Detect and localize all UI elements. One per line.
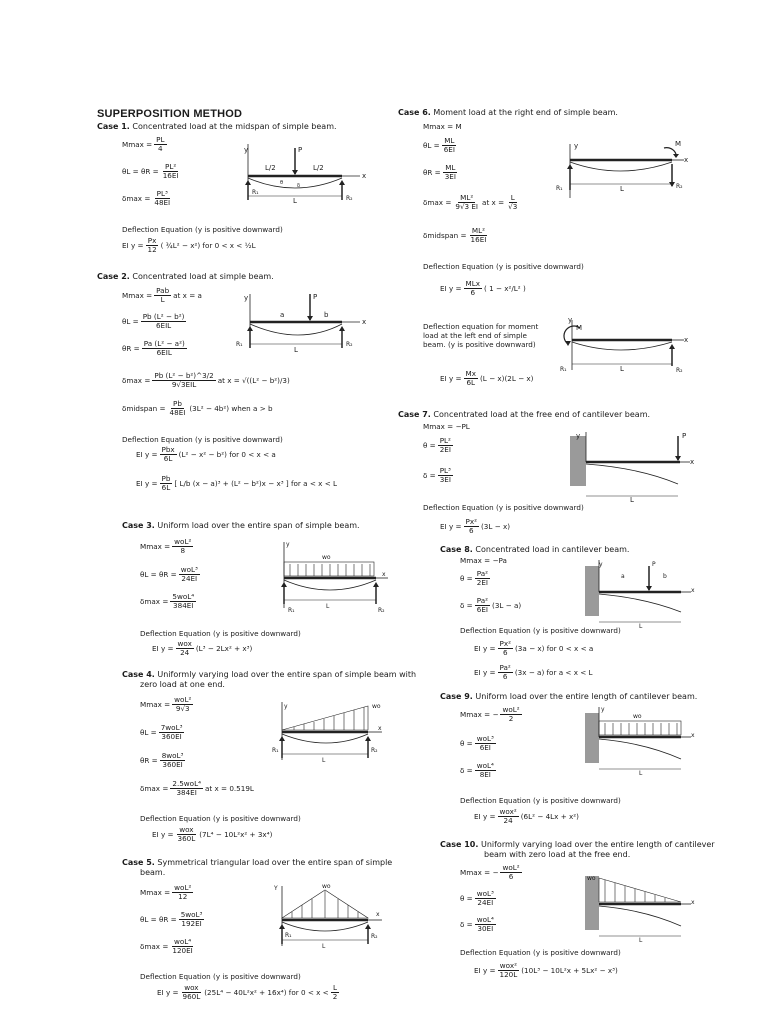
svg-text:R₁: R₁ <box>285 932 292 939</box>
case-10-heading-cont: beam with zero load at the free end. <box>484 850 631 859</box>
case-4-beam-diagram <box>272 700 387 765</box>
case-3-beam-diagram <box>280 540 390 615</box>
svg-text:δ: δ <box>297 183 301 189</box>
svg-text:L: L <box>326 603 330 610</box>
case-7-deflection-eq: EI y = $\frac{\text{Px²}}{6}$ (3L − x) <box>440 517 511 535</box>
svg-text:L: L <box>639 937 643 944</box>
svg-text:x: x <box>691 732 695 739</box>
page-title: SUPERPOSITION METHOD <box>97 108 243 120</box>
case-10-deflection-label: Deflection Equation (y is positive downward) <box>460 948 621 957</box>
case-10-theta: θ = $\frac{\text{woL³}}{24EI}$ <box>460 889 494 907</box>
case-9-mmax: Mmax = − $\frac{\text{woL²}}{2}$ <box>460 705 520 723</box>
case-6-midspan: δmidspan = $\frac{\text{ML²}}{16EI}$ <box>423 226 487 244</box>
case-9-heading: Case 9. Uniform load over the entire length of cantilever beam. <box>440 692 698 701</box>
svg-text:y: y <box>284 703 288 710</box>
svg-text:L: L <box>639 770 643 777</box>
case-6-beam-diagram <box>556 140 690 210</box>
svg-text:P: P <box>313 293 318 301</box>
svg-text:y: y <box>568 316 573 324</box>
svg-text:θ: θ <box>280 180 284 186</box>
case-4-deflection-label: Deflection Equation (y is positive downward) <box>140 814 301 823</box>
case-3-delta: δmax = $\frac{\text{5woL⁴}}{384EI}$ <box>140 592 195 610</box>
svg-text:y: y <box>286 541 290 548</box>
svg-text:R₂: R₂ <box>676 183 683 190</box>
case-5-beam-diagram <box>272 882 387 952</box>
case-2-deflection-label: Deflection Equation (y is positive downward) <box>122 435 283 444</box>
case-6-heading: Case 6. Moment load at the right end of simple beam. <box>398 108 618 117</box>
svg-text:wo: wo <box>322 554 331 561</box>
case-2-heading: Case 2. Concentrated load at simple beam. <box>97 272 274 281</box>
svg-text:R₁: R₁ <box>252 189 259 196</box>
case-4-theta-l: θL = $\frac{\text{7woL³}}{360EI}$ <box>140 723 183 741</box>
svg-text:x: x <box>382 571 386 578</box>
case-5-deflection-label: Deflection Equation (y is positive downward) <box>140 972 301 981</box>
svg-text:P: P <box>652 561 656 568</box>
svg-text:R₁: R₁ <box>272 747 279 754</box>
case-8-theta: θ = $\frac{\text{Pa²}}{2EI}$ <box>460 569 489 587</box>
case-6-deflection-eq: EI y = $\frac{\text{MLx}}{6}$ ( 1 − x²/L² ) <box>440 279 526 297</box>
svg-text:Y: Y <box>274 885 278 892</box>
svg-text:wo: wo <box>587 875 596 882</box>
case-2-mmax: Mmax = $\frac{\text{Pab}}{L}$ at x = a <box>122 286 202 304</box>
svg-text:wo: wo <box>322 883 331 890</box>
svg-text:R₁: R₁ <box>236 341 243 348</box>
svg-text:M: M <box>675 140 682 148</box>
svg-text:R₂: R₂ <box>371 747 378 754</box>
case-3-deflection-eq: EI y = $\frac{\text{wox}}{24}$ (L³ − 2Lx² + x³) <box>152 639 253 657</box>
case-6-theta-l: θL = $\frac{ML}{6EI}$ <box>423 136 455 154</box>
case-6-delta: δmax = $\frac{\text{ML²}}{9√3 EI}$ at x = $\frac{L}{√3}$ <box>423 193 518 211</box>
case-1-beam-diagram <box>240 140 370 210</box>
svg-text:x: x <box>691 587 695 594</box>
case-7-mmax: Mmax = −PL <box>423 422 470 431</box>
case-8-mmax: Mmax = −Pa <box>460 556 507 565</box>
case-2-theta-r: θR = $\frac{\text{Pa (L² − a²)}}{\text{6EIL}}$ <box>122 339 185 357</box>
case-1-mmax: Mmax = $\frac{PL}{4}$ <box>122 135 165 153</box>
svg-text:x: x <box>684 336 689 344</box>
case-2-delta: δmax = $\frac{\text{Pb (L² − b²)\textasciicircum{}3/2}}{\text{9√3EIL}}$ at x = √((L² − b²)/3) <box>122 371 290 389</box>
svg-text:x: x <box>362 172 367 180</box>
svg-text:L: L <box>293 197 297 205</box>
case-7-delta: δ = $\frac{\text{PL³}}{3EI}$ <box>423 466 451 484</box>
svg-text:R₁: R₁ <box>560 366 567 373</box>
svg-text:R₂: R₂ <box>378 607 385 614</box>
case-5-delta: δmax = $\frac{\text{woL⁴}}{120EI}$ <box>140 937 193 955</box>
case-6-left-moment-note: Deflection equation for moment load at the left end of simple beam. (y is positive downward) <box>423 322 539 349</box>
case-5-deflection-eq: EI y = $\frac{\text{wox}}{960L}$ (25L⁴ − 40L²x² + 16x⁴) for 0 < x < $\frac{L}{2}$ <box>157 983 338 1001</box>
case-2-deflection-eq-2: EI y = $\frac{Pb}{6L}$ [ L/b (x − a)³ + (L² − b²)x − x³ ] for a < x < L <box>136 474 338 492</box>
svg-text:L: L <box>322 943 326 950</box>
case-9-beam-diagram <box>585 705 700 775</box>
case-10-delta: δ = $\frac{\text{woL⁴}}{30EI}$ <box>460 915 494 933</box>
svg-text:P: P <box>682 432 687 440</box>
case-8-heading: Case 8. Concentrated load in cantilever beam. <box>440 545 630 554</box>
case-6-mmax: Mmax = M <box>423 122 462 131</box>
svg-text:L: L <box>620 365 624 373</box>
case-8-delta: δ = $\frac{\text{Pa²}}{6EI}$ (3L − a) <box>460 596 522 614</box>
svg-text:R₁: R₁ <box>288 607 295 614</box>
case-2-deflection-eq-1: EI y = $\frac{\text{Pbx}}{6L}$ (L² − x² − b²) for 0 < x < a <box>136 445 276 463</box>
svg-text:x: x <box>684 156 689 164</box>
svg-text:x: x <box>376 911 380 918</box>
svg-text:x: x <box>690 458 695 466</box>
svg-text:R₂: R₂ <box>371 933 378 940</box>
case-9-deflection-label: Deflection Equation (y is positive downward) <box>460 796 621 805</box>
case-9-delta: δ = $\frac{\text{woL⁴}}{8EI}$ <box>460 761 494 779</box>
case-10-beam-diagram <box>585 872 700 942</box>
case-5-theta: θL = θR = $\frac{\text{5woL³}}{192EI}$ <box>140 910 203 928</box>
svg-text:y: y <box>601 706 605 713</box>
case-1-heading: Case 1. Concentrated load at the midspan of simple beam. <box>97 122 337 131</box>
case-8-deflection-eq-2: EI y = $\frac{\text{Pa²}}{6}$ (3x − a) for a < x < L <box>474 663 593 681</box>
svg-text:y: y <box>244 294 249 302</box>
case-4-mmax: Mmax = $\frac{\text{woL²}}{9√3}$ <box>140 695 192 713</box>
svg-text:L: L <box>322 757 326 764</box>
svg-text:a: a <box>621 573 625 580</box>
svg-text:b: b <box>663 573 667 580</box>
svg-text:wo: wo <box>633 713 642 720</box>
case-4-delta: δmax = $\frac{\text{2.5woL⁴}}{384EI}$ at x = 0.519L <box>140 779 254 797</box>
svg-text:M: M <box>576 324 583 332</box>
case-2-midspan: δmidspan = $\frac{Pb}{48EI}$ (3L² − 4b²) when a > b <box>122 399 273 417</box>
case-10-mmax: Mmax = − $\frac{\text{woL²}}{6}$ <box>460 863 520 881</box>
case-3-heading: Case 3. Uniform load over the entire span of simple beam. <box>122 521 360 530</box>
svg-text:x: x <box>691 899 695 906</box>
svg-text:L: L <box>620 185 624 193</box>
svg-text:y: y <box>574 142 579 150</box>
case-2-beam-diagram <box>236 290 370 360</box>
case-6-left-moment-diagram <box>560 318 690 378</box>
case-4-heading: Case 4. Uniformly varying load over the entire span of simple beam with <box>122 670 417 679</box>
svg-text:y: y <box>576 432 581 440</box>
svg-text:L: L <box>294 346 298 354</box>
case-8-deflection-eq-1: EI y = $\frac{\text{Px²}}{6}$ (3a − x) for 0 < x < a <box>474 639 594 657</box>
svg-text:y: y <box>599 561 603 568</box>
svg-text:R₂: R₂ <box>676 367 683 374</box>
case-7-theta: θ = $\frac{\text{PL²}}{2EI}$ <box>423 436 451 454</box>
case-6-theta-r: θR = $\frac{ML}{3EI}$ <box>423 163 456 181</box>
case-5-heading: Case 5. Symmetrical triangular load over the entire span of simple <box>122 858 393 867</box>
svg-text:L: L <box>630 496 634 504</box>
svg-text:R₁: R₁ <box>556 185 563 192</box>
case-8-deflection-label: Deflection Equation (y is positive downward) <box>460 626 621 635</box>
svg-text:R₂: R₂ <box>346 195 353 202</box>
case-8-beam-diagram <box>585 558 700 628</box>
case-5-mmax: Mmax = $\frac{\text{woL²}}{12}$ <box>140 883 192 901</box>
case-7-deflection-label: Deflection Equation (y is positive downward) <box>423 503 584 512</box>
case-7-beam-diagram <box>570 430 700 505</box>
case-1-deflection-label: Deflection Equation (y is positive downward) <box>122 225 283 234</box>
svg-text:x: x <box>378 725 382 732</box>
svg-text:L/2: L/2 <box>313 164 324 172</box>
case-7-heading: Case 7. Concentrated load at the free end of cantilever beam. <box>398 410 651 419</box>
svg-text:x: x <box>362 318 367 326</box>
case-5-heading-cont: beam. <box>140 868 166 877</box>
svg-text:b: b <box>324 311 329 319</box>
case-4-deflection-eq: EI y = $\frac{\text{wox}}{360L}$ (7L⁴ − 10L²x² + 3x⁴) <box>152 825 273 843</box>
case-3-deflection-label: Deflection Equation (y is positive downward) <box>140 629 301 638</box>
case-4-heading-cont: zero load at one end. <box>140 680 225 689</box>
svg-text:a: a <box>280 311 285 319</box>
case-3-mmax: Mmax = $\frac{\text{woL²}}{8}$ <box>140 537 192 555</box>
case-3-theta: θL = θR = $\frac{\text{woL³}}{24EI}$ <box>140 565 198 583</box>
case-2-theta-l: θL = $\frac{\text{Pb (L² − b²)}}{\text{6EIL}}$ <box>122 312 185 330</box>
case-10-heading: Case 10. Uniformly varying load over the entire length of cantilever <box>440 840 715 849</box>
case-1-deflection-eq: EI y = $\frac{Px}{12}$ ( ¾L² − x²) for 0 < x < ½L <box>122 236 256 254</box>
svg-text:wo: wo <box>372 703 381 710</box>
y-axis-label: y <box>244 146 249 154</box>
load-label: P <box>298 146 303 154</box>
case-4-theta-r: θR = $\frac{\text{8woL³}}{360EI}$ <box>140 751 184 769</box>
svg-text:L: L <box>639 623 643 630</box>
svg-text:R₂: R₂ <box>346 341 353 348</box>
case-9-theta: θ = $\frac{\text{woL³}}{6EI}$ <box>460 734 494 752</box>
case-1-delta: δmax = $\frac{\text{PL³}}{48EI}$ <box>122 189 171 207</box>
case-6-left-moment-eq: EI y = $\frac{Mx}{6L}$ (L − x)(2L − x) <box>440 369 534 387</box>
case-9-deflection-eq: EI y = $\frac{\text{wox²}}{24}$ (6L² − 4Lx + x²) <box>474 807 579 825</box>
svg-text:L/2: L/2 <box>265 164 276 172</box>
case-1-theta: θL = θR = $\frac{\text{PL²}}{16EI}$ <box>122 162 179 180</box>
case-10-deflection-eq: EI y = $\frac{\text{wox²}}{120L}$ (10L³ − 10L²x + 5Lx² − x³) <box>474 961 618 979</box>
case-6-deflection-label: Deflection Equation (y is positive downward) <box>423 262 584 271</box>
